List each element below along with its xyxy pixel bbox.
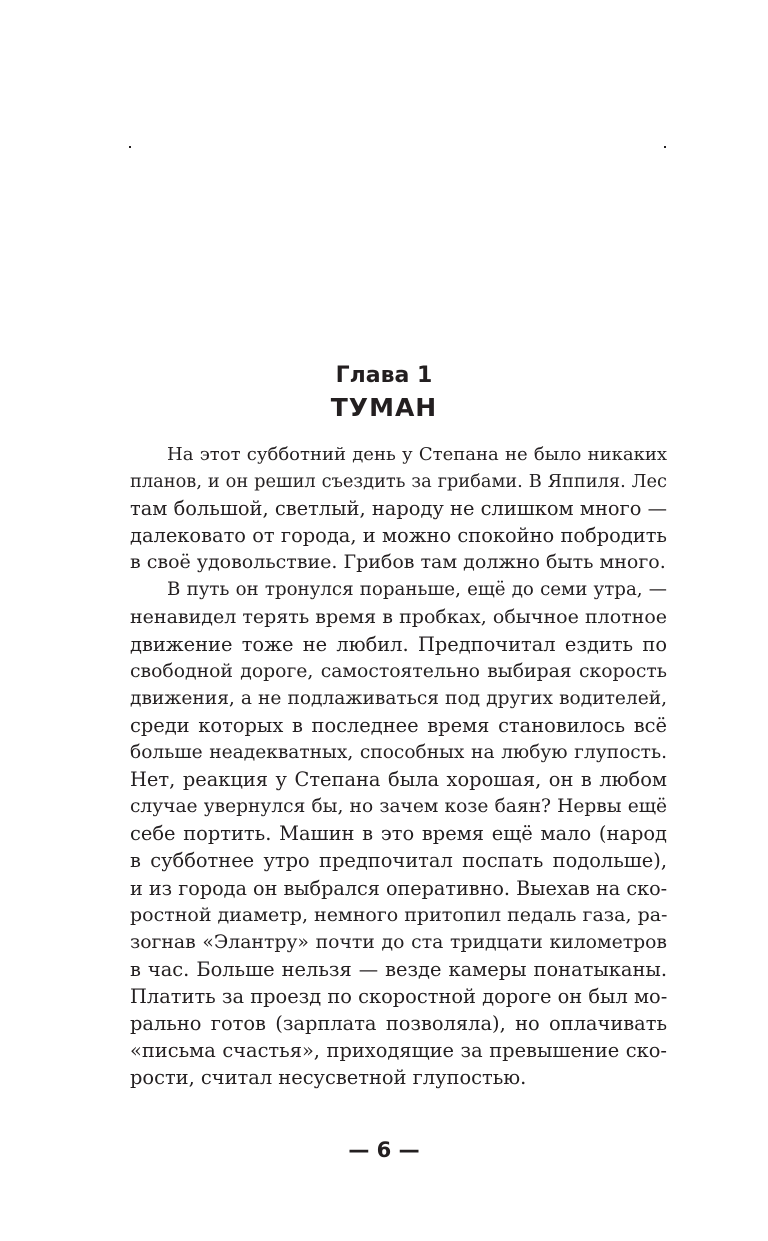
text-line: там большой, светлый, народу не слишком много — bbox=[130, 497, 667, 521]
crop-mark-left bbox=[129, 146, 131, 148]
text-line: случае увернулся бы, но зачем козе баян? Нервы ещё bbox=[130, 796, 667, 818]
text-line: и из города он выбрался оперативно. Выехав на ско- bbox=[130, 876, 667, 900]
text-line: себе портить. Машин в это время ещё мало (народ bbox=[130, 822, 667, 846]
chapter-title: ТУМАН bbox=[330, 393, 438, 422]
text-line: свободной дороге, самостоятельно выбирая скорость bbox=[130, 660, 667, 682]
text-line: в час. Больше нельзя — везде камеры понатыканы. bbox=[130, 957, 667, 981]
crop-mark-right bbox=[664, 146, 666, 148]
chapter-body bbox=[130, 441, 667, 1091]
text-line: Нет, реакция у Степана была хорошая, он в любом bbox=[130, 768, 667, 792]
paragraph bbox=[130, 576, 667, 1091]
text-line: в своё удовольствие. Грибов там должно быть много. bbox=[130, 551, 666, 574]
text-line: ненавидел терять время в пробках, обычное плотное bbox=[130, 605, 667, 628]
text-line: ростной диаметр, немного притопил педаль газа, ра- bbox=[130, 903, 667, 926]
text-line: рости, считал несусветной глупостью. bbox=[130, 1066, 527, 1090]
text-line: Платить за проезд по скоростной дороге он был мо- bbox=[130, 984, 667, 1008]
text-line: движение тоже не любил. Предпочитал ездить по bbox=[130, 632, 667, 656]
text-line: среди которых в последнее время становилось всё bbox=[130, 713, 667, 737]
text-line: далековато от города, и можно спокойно побродить bbox=[130, 524, 667, 548]
text-line: На этот субботний день у Степана не было никаких bbox=[167, 444, 667, 465]
text-line: планов, и он решил съездить за грибами. В Яппиля. Лес bbox=[130, 471, 667, 493]
page-number: — 6 — bbox=[348, 1138, 420, 1162]
chapter-label: Глава 1 bbox=[335, 363, 433, 388]
text-line: движения, а не подлаживаться под других водителей, bbox=[130, 687, 667, 709]
text-line: В путь он тронулся пораньше, ещё до семи утра, — bbox=[167, 579, 667, 601]
text-line: «письма счастья», приходящие за превышение ско- bbox=[130, 1039, 667, 1063]
text-line: рально готов (зарплата позволяла), но оплачивать bbox=[130, 1011, 667, 1035]
paragraph bbox=[130, 441, 667, 576]
text-line: в субботнее утро предпочитал поспать подольше), bbox=[130, 849, 667, 873]
text-line: зогнав «Элантру» почти до ста тридцати километров bbox=[130, 931, 667, 953]
text-line: больше неадекватных, способных на любую глупость. bbox=[130, 742, 667, 764]
